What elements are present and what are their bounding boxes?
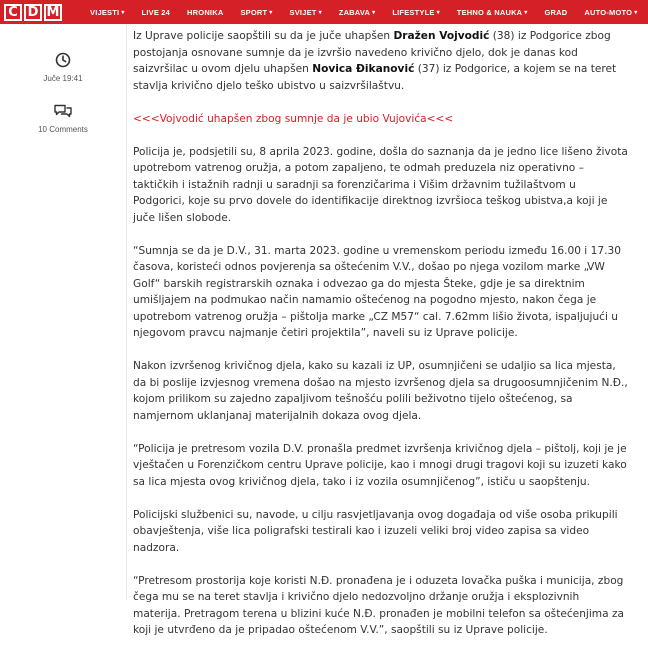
nav-item-sport[interactable] (240, 8, 272, 17)
nav-item-zabava[interactable] (339, 8, 376, 17)
nav-item-label: ZABAVA (338, 7, 371, 17)
logo-letter: D (24, 4, 42, 21)
publish-time (0, 52, 126, 83)
top-navigation-bar (0, 0, 648, 24)
article-paragraph: Policijski službenici su, navode, u cilju rasvjetljavanja ovog događaja od više osoba prikupili obavještenja, više lica poligrafski testirali kao i izuzeli veliki broj video zapisa sa video nadzora. (133, 508, 618, 554)
nav-item-lifestyle[interactable] (392, 8, 439, 17)
article-body (133, 28, 629, 655)
chevron-down-icon: ▾ (436, 9, 440, 16)
text-segment: (38) iz Podgorice zbog postojanja osnovane sumnje da je izvršio navedeno krivično djelo, dok je danas kod saizvršilac u ovom djelu uhapšen (133, 30, 611, 75)
cdm-logo[interactable] (4, 4, 62, 21)
nav-item-svijet[interactable] (290, 8, 322, 17)
article-paragraph: Nakon izvršenog krivičnog djela, kako su kazali iz UP, osumnjičeni se udaljio sa lica mjesta, da bi poslije izvjesnog vremena došao na mjesto izvršenog djela sa drugoosumnjičenim N.Đ., kojom prilikom su zajedno zapaljivom tešnošću polili beživotno tijelo oštećenog, sa namjernom uklanjanaj materijalnih dokaza ovog djela. (133, 360, 628, 422)
nav-item-grad[interactable] (545, 8, 568, 17)
article-meta-sidebar (0, 24, 126, 134)
nav-item-tehno-nauka[interactable] (457, 8, 528, 17)
suspect-name: Novica Đikanović (312, 63, 415, 75)
nav-item-label: GRAD (544, 7, 568, 17)
comments-count[interactable] (0, 103, 126, 134)
article-paragraph: Policija je, podsjetili su, 8 aprila 2023. godine, došla do saznanja da je jedno lice lišeno života upotrebom vatrenog oružja, a potom zapaljeno, te odmah preduzela niz operativno – taktičkih i istažnih radnji u saradnji sa forenzičarima i Višim državnim tužilaštvom u Podgorici, koje su prvo dovele do identifikacije direktnog izvršioca teškog ubistva,a koji je juče lišen slobode. (133, 145, 628, 224)
article-paragraph: “Pretresom prostorija koje koristi N.Đ. pronađena je i oduzeta lovačka puška i municija, zbog čega mu se na teret stavlja i krivično djelo nedozvoljno držanje oružja i eksplozivnih materija. Pretragom terena u blizini kuće N.Đ. pronađen je mobilni telefon sa oštećenjima za koji je utvrđeno da je pripadao oštećenom V.V.”, saopštili su iz Uprave policije. (133, 574, 625, 636)
intro-paragraph (133, 28, 629, 94)
nav-item-vijesti[interactable] (90, 8, 125, 17)
chevron-down-icon: ▾ (318, 9, 322, 16)
nav-item-auto-moto[interactable] (584, 8, 637, 17)
nav-item-label: SVIJET (289, 7, 317, 17)
main-menu (90, 8, 648, 17)
clock-icon (55, 52, 71, 68)
nav-item-label: AUTO-MOTO (584, 7, 633, 17)
nav-item-label: VIJESTI (90, 7, 120, 17)
publish-time-text: Juče 19:41 (43, 74, 83, 83)
article-paragraph: “Sumnja se da je D.V., 31. marta 2023. godine u vremenskom periodu između 16.00 i 17.30 časova, koristeći odnos povjerenja sa oštećenim V.V., došao po njega vozilom marke „VW Golf“ barskih registrarskih oznaka i odvezao ga do mjesta Šteke, gdje je sa direktnim umišljajem na podmukao način namamio oštećenog na pogodno mjesto, nakon čega je upotrebom vatrenog oružja – pištolja marke „CZ M57“ cal. 7.62mm lišio života, ispaljujući u njegovom pravcu najmanje četiri projektila”, naveli su iz Uprave policije. (133, 244, 621, 339)
suspect-name: Dražen Vojvodić (393, 30, 490, 42)
text-segment: Iz Uprave policije saopštili su da je juče uhapšen (133, 30, 394, 42)
nav-item-live24[interactable] (142, 8, 171, 17)
chevron-down-icon: ▾ (121, 9, 125, 16)
logo-letter: M (44, 4, 62, 21)
text-segment: (37) iz Podgorice, a kojem se na teret stavlja krivično djelo teško ubistvo u saizvršilaštvu. (133, 63, 617, 92)
article-paragraph: “Policija je pretresom vozila D.V. pronašla predmet izvršenja krivičnog djela – pištolj, koji je je vještačen u Forenzičkom centru Uprave policije, kao i mnogi drugi tragovi koji su izuzeti kako sa lica mjesta ovog krivičnog djela, tako i iz vozila osumnjičenog”, ističu u saopštenju. (133, 442, 627, 488)
nav-item-label: TEHNO & NAUKA (456, 7, 523, 17)
sidebar-divider (126, 24, 127, 600)
logo-letter: C (4, 4, 22, 21)
nav-item-label: LIFESTYLE (392, 7, 435, 17)
nav-item-label: LIVE 24 (141, 7, 171, 17)
chevron-down-icon: ▾ (372, 9, 376, 16)
chevron-down-icon: ▾ (634, 9, 638, 16)
related-article-link[interactable]: <<<Vojvodić uhapšen zbog sumnje da je ubio Vujovića<<< (133, 112, 454, 125)
nav-item-label: SPORT (240, 7, 268, 17)
nav-item-hronika[interactable] (187, 8, 223, 17)
chevron-down-icon: ▾ (269, 9, 273, 16)
comments-count-text: 10 Comments (38, 125, 88, 134)
comment-icon (53, 103, 73, 119)
chevron-down-icon: ▾ (524, 9, 528, 16)
nav-item-label: HRONIKA (187, 7, 224, 17)
